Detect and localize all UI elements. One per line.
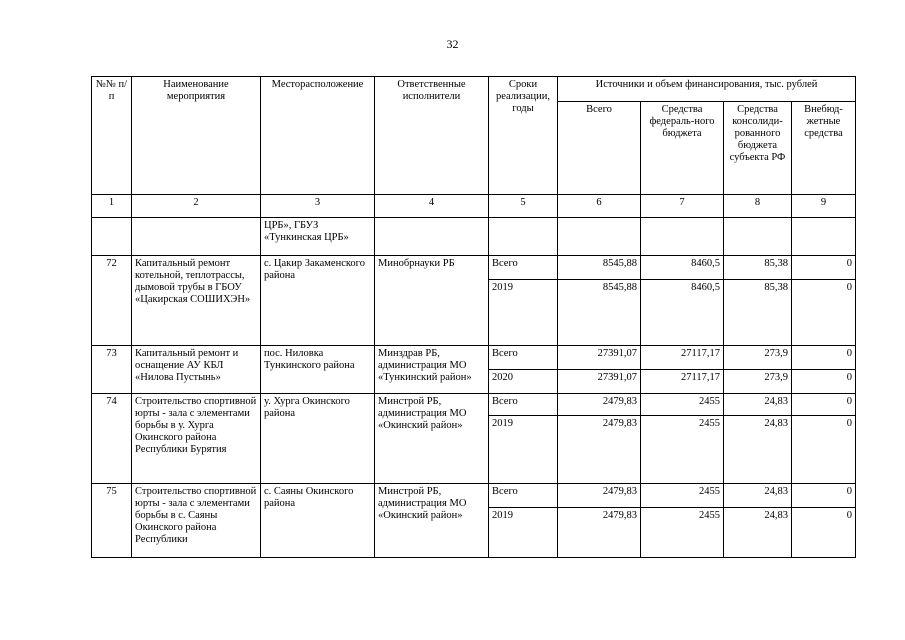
cell-executors: Минстрой РБ, администрация МО «Окинский район» <box>375 394 489 484</box>
cell-total: 8545,88 <box>558 280 641 346</box>
header-period: Сроки реализации, годы <box>489 77 558 195</box>
cell-regional: 24,83 <box>724 508 792 558</box>
cell-extra: 0 <box>792 394 856 416</box>
cell-period: Всего <box>489 256 558 280</box>
column-number: 3 <box>261 195 375 218</box>
cell-executors: Минстрой РБ, администрация МО «Окинский район» <box>375 484 489 558</box>
header-location: Месторасположение <box>261 77 375 195</box>
header-total: Всего <box>558 102 641 195</box>
cell-period: 2019 <box>489 508 558 558</box>
cell-total: 27391,07 <box>558 370 641 394</box>
cell-regional: 24,83 <box>724 484 792 508</box>
cell-name: Строительство спортивной юрты - зала с элементами борьбы в у. Хурга Окинского района Республики Бурятия <box>132 394 261 484</box>
financing-table <box>91 76 856 558</box>
column-number: 7 <box>641 195 724 218</box>
cell-period: Всего <box>489 484 558 508</box>
cell-period: Всего <box>489 346 558 370</box>
header-financing: Источники и объем финансирования, тыс. рублей <box>558 77 856 102</box>
page-number: 32 <box>446 37 459 51</box>
cell-regional: 85,38 <box>724 280 792 346</box>
table-row <box>92 394 856 416</box>
cell-total: 2479,83 <box>558 508 641 558</box>
header-executors: Ответственные исполнители <box>375 77 489 195</box>
table-row <box>92 346 856 370</box>
cell-federal: 2455 <box>641 394 724 416</box>
column-number: 1 <box>92 195 132 218</box>
table-row <box>92 484 856 508</box>
cell-federal: 8460,5 <box>641 256 724 280</box>
cell-total: 2479,83 <box>558 484 641 508</box>
cell-name: Капитальный ремонт котельной, теплотрассы, дымовой трубы в ГБОУ «Цакирская СОШИХЭН» <box>132 256 261 346</box>
cell-name: Строительство спортивной юрты - зала с элементами борьбы в с. Саяны Окинского района Республики <box>132 484 261 558</box>
header-extrabudget: Внебюд-жетные средства <box>792 102 856 195</box>
cell-location: ЦРБ», ГБУЗ «Тункинская ЦРБ» <box>261 218 375 256</box>
cell-location: с. Саяны Окинского района <box>261 484 375 558</box>
cell-federal: 27117,17 <box>641 370 724 394</box>
cell-num: 75 <box>92 484 132 558</box>
cell-num: 74 <box>92 394 132 484</box>
table-row-continuation <box>92 218 856 256</box>
cell-extra: 0 <box>792 280 856 346</box>
header-num: №№ п/п <box>92 77 132 195</box>
cell-num: 73 <box>92 346 132 394</box>
cell-federal: 2455 <box>641 484 724 508</box>
column-number: 4 <box>375 195 489 218</box>
cell-extra: 0 <box>792 256 856 280</box>
column-number: 8 <box>724 195 792 218</box>
cell-location: пос. Ниловка Тункинского района <box>261 346 375 394</box>
cell-period: Всего <box>489 394 558 416</box>
cell-regional: 24,83 <box>724 394 792 416</box>
cell-total: 8545,88 <box>558 256 641 280</box>
cell-extra: 0 <box>792 508 856 558</box>
column-number: 9 <box>792 195 856 218</box>
cell-period: 2019 <box>489 280 558 346</box>
cell-federal: 2455 <box>641 508 724 558</box>
cell-total: 27391,07 <box>558 346 641 370</box>
cell-name: Капитальный ремонт и оснащение АУ КБЛ «Нилова Пустынь» <box>132 346 261 394</box>
header-regional: Средства консолиди-рованного бюджета субъекта РФ <box>724 102 792 195</box>
cell-extra: 0 <box>792 346 856 370</box>
cell-period: 2020 <box>489 370 558 394</box>
cell-federal: 2455 <box>641 416 724 484</box>
cell-executors: Минобрнауки РБ <box>375 256 489 346</box>
cell-location: с. Цакир Закаменского района <box>261 256 375 346</box>
cell-location: у. Хурга Окинского района <box>261 394 375 484</box>
cell-period: 2019 <box>489 416 558 484</box>
cell-regional: 273,9 <box>724 346 792 370</box>
cell-total: 2479,83 <box>558 394 641 416</box>
header-name: Наименование мероприятия <box>132 77 261 195</box>
cell-extra: 0 <box>792 484 856 508</box>
column-number: 2 <box>132 195 261 218</box>
header-federal: Средства федераль-ного бюджета <box>641 102 724 195</box>
column-number: 6 <box>558 195 641 218</box>
cell-num: 72 <box>92 256 132 346</box>
cell-federal: 27117,17 <box>641 346 724 370</box>
column-number: 5 <box>489 195 558 218</box>
cell-extra: 0 <box>792 370 856 394</box>
cell-extra: 0 <box>792 416 856 484</box>
cell-executors: Минздрав РБ, администрация МО «Тункинский район» <box>375 346 489 394</box>
cell-total: 2479,83 <box>558 416 641 484</box>
cell-federal: 8460,5 <box>641 280 724 346</box>
cell-regional: 85,38 <box>724 256 792 280</box>
column-number-row <box>92 195 856 218</box>
cell-regional: 273,9 <box>724 370 792 394</box>
table-row <box>92 256 856 280</box>
cell-regional: 24,83 <box>724 416 792 484</box>
